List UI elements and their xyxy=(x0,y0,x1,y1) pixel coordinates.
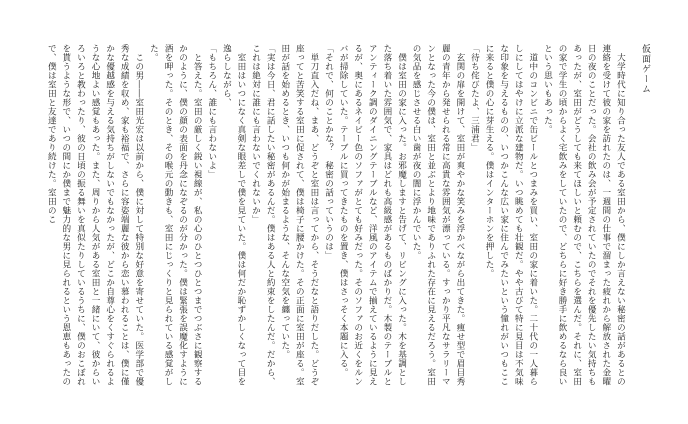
body-paragraph: 玄関の扉を開けて、室田が爽やかな笑みを浮かべながら出てきた。痩せ型で眉目秀麗の青年から発せられる常に高貴な雰囲気が漂っている。すっかり平凡なサラリーマンとなった今の僕は、室田と並ぶとより地味でありふれた存在に見えるだろう。室田の気品を感じさせる白い歯が夜の闇に浮かんでいた。 xyxy=(411,44,465,386)
dialogue-line: 「実は今日、君に話したい秘密があるんだ。僕はある人と約束をしたんだ。だから、これは絶対に誰にも言わないでくれないか」 xyxy=(250,44,276,386)
paragraph-list xyxy=(44,44,628,394)
dialogue-line: 「もちろん、誰にも言わないよ」 xyxy=(206,44,217,179)
body-paragraph: 単刀直入だね、まあ、どうぞと室田は言ってから、そうだなと語りだした。どうぞ座ってと苦笑する室田に促されて、僕は椅子に腰かけた。その正面に室田が座る。室田が話を始めるとき、いつも何かが始まるような、そんな空気を纏っていた。 xyxy=(279,44,319,386)
body-paragraph: 僕は室田の家に入った。お邪魔しますと告げて、リビングに入った。木を基調とした落ち着いた雰囲気で、家具はどれも高級感があるものばかりだ。木製のテーブルとアンティーク調のダイニングテーブルなど、洋風のアイテムで揃えているように見えるが、奥にあるネイビー色のソファがとても好みだった。そのソファのお近くをルンバが掃除していた。テーブルに買ってきたものを置き、僕はさっそく本題に入る。 xyxy=(338,44,407,386)
story-title: 仮面ゲーム xyxy=(640,44,650,94)
dialogue-line: 「待ち侘びたよ、三浦君」 xyxy=(469,44,480,152)
body-paragraph: 道中のコンビニで缶ビールとつまみを買い、室田の家に着いた。二十代の一人暮らしにしてはやけに立派な建物だ。いつ眺めても壮観だ。やや古びて特に見目は不気味な印象を与えるものの、いつかこんな広い家に住んでみたいという憧れがいつもここに来ると僕の心に芽生える。僕はインターホンを押した。 xyxy=(484,44,538,386)
dialogue-line: 「それで、何のことかな？ 秘密の話っていうのは」 xyxy=(323,44,334,260)
vertical-text-body xyxy=(42,44,652,394)
body-paragraph: この男――室田光宏は以前から、僕に対して特別な好意を寄せていた。医学部で優秀な成績を収め、家も裕福で、さらに容姿端麗な彼から恋い慕われることは、僕に僅かな優越感を与える気持ちがしないでもなかったが、どこか自尊心をくすぐられるような心地よい感覚もあった。また、周りから人気がある室田と一緒にいて、彼からいろいろと教わったり、彼の日頃の振る舞いを真似たりしているうちに、僕のおこぼれを貰うような形で、いつの間にか僕まで魅力的な男に見られるという恩恵もあったので、僕は室田と友達であり続けた。室田のこ xyxy=(46,44,144,386)
body-paragraph: 大学時代に知り合った友人である室田から、僕にしか言えない秘密の話があるとの連絡を受けて彼の家を訪れたのは、一週間の仕事で溜まった疲れから解放された金曜日の夜のことだった。会社の飲み会が予定されていたのでそれを優先したい気持ちもあったが、室田がどうしても来てほしいと頼むので、こちらを選んだ。それに、室田の家で学生の頃からよく宅飲みをしていたので、どちらに好き勝手に飲めるなら良いという思いもあった。 xyxy=(542,44,626,386)
body-paragraph: 室田はいつになく真剣な眼差しで僕を見ていた。僕は何だか恥ずかしくなって目を逸らしながら、 xyxy=(221,44,246,386)
body-paragraph: と答えた。室田の厳しく鋭い視線が、私の心のひとつひとつまでつぶさに観察するかのように、僕の顔の表面を丹念になぞるのが分かった。僕は緊張を誤魔化すように酒を呷った。そのとき、その喉元の動きも、室田にじっくりと見られている感覚がした。 xyxy=(148,44,203,386)
